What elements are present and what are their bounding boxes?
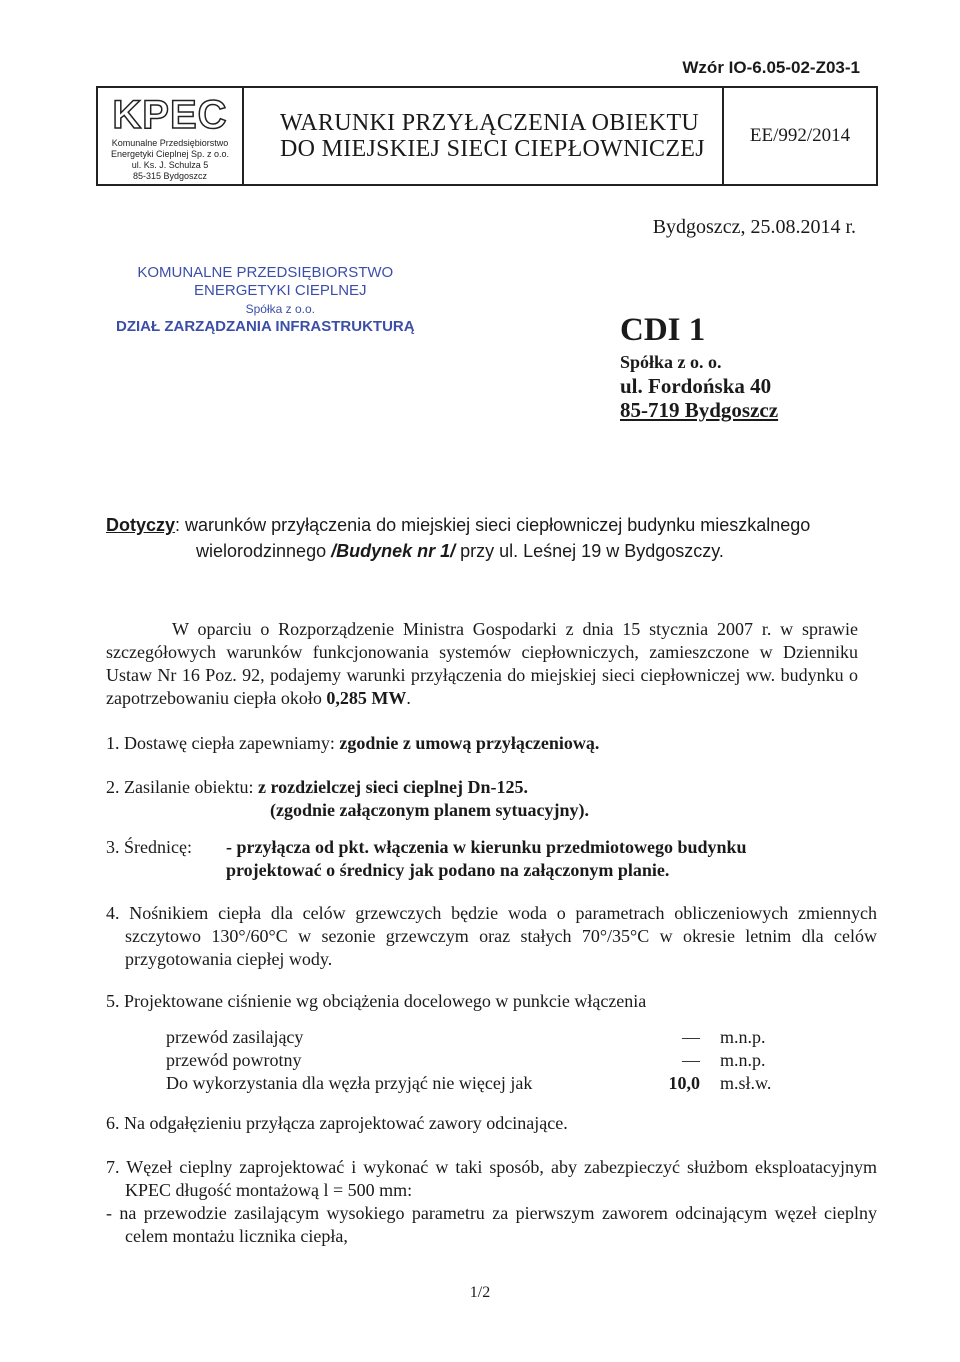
pressure-unit: m.n.p.: [720, 1027, 766, 1047]
subject-building: /Budynek nr 1/: [331, 541, 456, 561]
logo-line: Energetyki Cieplnej Sp. z o.o.: [110, 149, 230, 159]
item-bold: z rozdzielczej sieci cieplnej Dn-125.: [257, 777, 529, 797]
pressure-unit: m.sł.w.: [720, 1073, 772, 1093]
item-text: 3. Średnicę:: [106, 837, 192, 857]
pressure-value: 10,0: [668, 1073, 700, 1093]
condition-item-4: 4. Nośnikiem ciepła dla celów grzewczych będzie woda o parametrach obliczeniowych zmiennych szczytowo 130°/60°C w sezonie grzewczym oraz stałych 70°/35°C w okresie letnim dla celów przygotowania ciepłej wody.: [106, 903, 877, 969]
pressure-unit: m.n.p.: [720, 1050, 766, 1070]
subject-text: przy ul. Leśnej 19 w Bydgoszczy.: [455, 541, 724, 561]
pressure-row: [166, 1026, 796, 1049]
department-stamp: [116, 264, 415, 336]
subject-text: wielorodzinnego: [196, 541, 332, 561]
logo-mark: KPEC: [112, 93, 228, 137]
company-logo: [98, 88, 244, 184]
pressure-value: —: [682, 1027, 700, 1047]
condition-item-7: 7. Węzeł cieplny zaprojektować i wykonać w taki sposób, aby zabezpieczyć służbom eksploatacyjnym KPEC długość montażową l = 500 mm:: [106, 1157, 877, 1200]
addressee-name: CDI 1: [620, 312, 706, 348]
pressure-row: [166, 1049, 796, 1072]
stamp-line: DZIAŁ ZARZĄDZANIA INFRASTRUKTURĄ: [116, 318, 415, 335]
form-code: Wzór IO-6.05-02-Z03-1: [682, 58, 860, 77]
logo-line: 85-315 Bydgoszcz: [132, 171, 208, 181]
intro-end: .: [406, 688, 411, 708]
condition-item-7-sub: - na przewodzie zasilającym wysokiego parametru za pierwszym zaworem odcinającym węzeł cieplny celem montażu licznika ciepła,: [106, 1203, 877, 1246]
logo-line: Komunalne Przedsiębiorstwo: [111, 138, 229, 148]
title-line-2: DO MIEJSKIEJ SIECI CIEPŁOWNICZEJ: [280, 136, 705, 162]
stamp-line: ENERGETYKI CIEPLNEJ: [194, 282, 367, 299]
stamp-line: KOMUNALNE PRZEDSIĘBIORSTWO: [137, 264, 394, 281]
logo-line: ul. Ks. J. Schulza 5: [131, 160, 209, 170]
stamp-line: Spółka z o.o.: [245, 302, 315, 316]
condition-item-2: [106, 776, 858, 822]
addressee-street: ul. Fordońska 40: [620, 374, 772, 398]
pressure-label: przewód zasilający: [166, 1027, 304, 1047]
intro-paragraph: [106, 618, 858, 710]
condition-item-1: [106, 732, 858, 755]
document-date: Bydgoszcz, 25.08.2014 r.: [652, 216, 856, 238]
document-title: [244, 88, 724, 184]
power-value: 0,285 MW: [326, 688, 407, 708]
header-box: [96, 86, 878, 186]
condition-item-6: 6. Na odgałęzieniu przyłącza zaprojektować zawory odcinające.: [106, 1113, 568, 1133]
item-bold: zgodnie z umową przyłączeniową.: [339, 733, 600, 753]
addressee-city: 85-719 Bydgoszcz: [620, 398, 779, 422]
item-bold: (zgodnie załączonym planem sytuacyjny).: [270, 800, 589, 820]
pressure-value: —: [682, 1050, 700, 1070]
condition-item-3: [106, 836, 858, 882]
pressure-label: Do wykorzystania dla węzła przyjąć nie więcej jak: [166, 1073, 533, 1093]
item-bold: projektować o średnicy jak podano na załączonym planie.: [226, 860, 670, 880]
condition-item-5: 5. Projektowane ciśnienie wg obciążenia docelowego w punkcie włączenia: [106, 991, 647, 1011]
item-text: 1. Dostawę ciepła zapewniamy:: [106, 733, 340, 753]
item-bold: - przyłącza od pkt. włączenia w kierunku przedmiotowego budynku: [226, 837, 747, 857]
item-text: 2. Zasilanie obiektu:: [106, 777, 258, 797]
pressure-table: [166, 1026, 796, 1095]
title-line-1: WARUNKI PRZYŁĄCZENIA OBIEKTU: [280, 110, 700, 136]
reference-number: EE/992/2014: [749, 125, 851, 146]
addressee-block: [620, 310, 778, 422]
subject-label: Dotyczy: [106, 515, 176, 535]
pressure-row: [166, 1072, 796, 1095]
subject-text: : warunków przyłączenia do miejskiej sieci ciepłowniczej budynku mieszkalnego: [175, 515, 811, 535]
addressee-company: Spółka z o. o.: [620, 352, 722, 372]
intro-text: W oparciu o Rozporządzenie Ministra Gospodarki z dnia 15 stycznia 2007 r. w sprawie szczegółowych warunków funkcjonowania systemów ciepłowniczych, zamieszczone w Dzienniku Ustaw Nr 16 Poz. 92, podajemy warunki przyłączenia do miejskiej sieci ciepłowniczej ww. budynku o zapotrzebowaniu ciepła około: [106, 619, 858, 708]
page-number: 1/2: [469, 1284, 491, 1301]
subject-line: [106, 512, 866, 564]
pressure-label: przewód powrotny: [166, 1050, 302, 1070]
